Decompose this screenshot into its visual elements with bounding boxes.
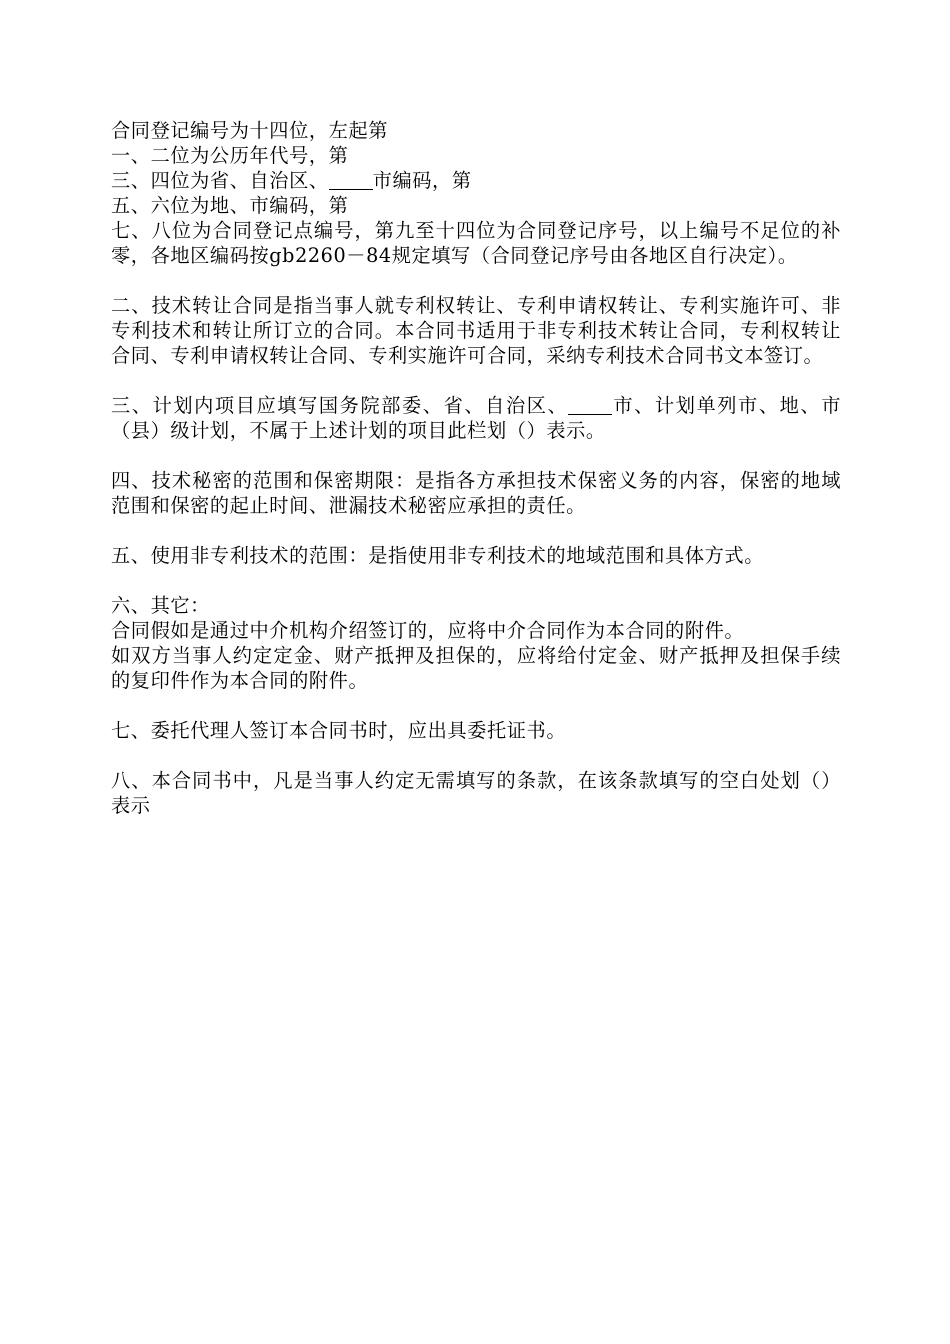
intro-paragraph: 七、八位为合同登记点编号，第九至十四位为合同登记序号，以上编号不足位的补零，各地区编码按gb2260－84规定填写（合同登记序号由各地区自行决定）。 — [111, 219, 841, 267]
item-5-paragraph: 五、使用非专利技术的范围：是指使用非专利技术的地域范围和具体方式。 — [111, 544, 764, 567]
intro-line-1: 合同登记编号为十四位，左起第 — [111, 119, 389, 142]
intro-line-3-after: 市编码，第 — [372, 169, 472, 192]
item-7-paragraph: 七、委托代理人签订本合同书时，应出具委托证书。 — [111, 719, 567, 742]
intro-line-3-before: 三、四位为省、自治区、 — [111, 169, 329, 192]
document-page — [111, 118, 841, 818]
item-8-paragraph: 八、本合同书中，凡是当事人约定无需填写的条款，在该条款填写的空白处划（）表示 — [111, 769, 841, 817]
blank-line — [568, 396, 612, 415]
item-3-before: 三、计划内项目应填写国务院部委、省、自治区、 — [111, 394, 569, 417]
item-6-paragraph-2: 如双方当事人约定定金、财产抵押及担保的，应将给付定金、财产抵押及担保手续的复印件作为本合同的附件。 — [111, 644, 841, 692]
item-2-paragraph: 二、技术转让合同是指当事人就专利权转让、专利申请权转让、专利实施许可、非专利技术和转让所订立的合同。本合同书适用于非专利技术转让合同，专利权转让合同、专利申请权转让合同、专利实施许可合同，采纳专利技术合同书文本签订。 — [111, 294, 841, 367]
item-3-after: 市、计划单列市、地、市（县）级计划，不属于上述计划的项目此栏划（）表示。 — [111, 394, 841, 442]
blank-line — [329, 171, 373, 190]
intro-line-4: 五、六位为地、市编码，第 — [111, 194, 349, 217]
item-4-paragraph: 四、技术秘密的范围和保密期限：是指各方承担技术保密义务的内容，保密的地域范围和保密的起止时间、泄漏技术秘密应承担的责任。 — [111, 469, 841, 517]
intro-line-3 — [111, 168, 841, 193]
item-6-line-1: 合同假如是通过中介机构介绍签订的，应将中介合同作为本合同的附件。 — [111, 619, 745, 642]
item-3-paragraph — [111, 393, 841, 443]
intro-line-2: 一、二位为公历年代号，第 — [111, 144, 349, 167]
item-6-title: 六、其它： — [111, 594, 210, 617]
